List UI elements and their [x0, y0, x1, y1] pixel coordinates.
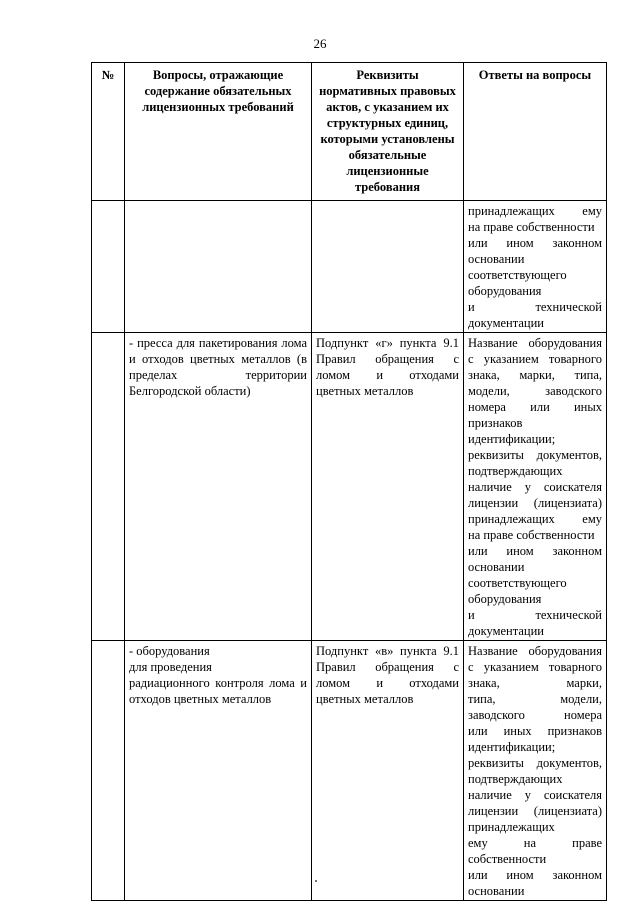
answer-line: на праве собственности [468, 220, 595, 234]
answer-line: ему на праве [468, 836, 602, 850]
row-number-cell [92, 641, 125, 901]
answer-line: оборудования [468, 284, 542, 298]
question-cell [125, 201, 312, 333]
table-row [92, 333, 607, 641]
table-row [92, 201, 607, 333]
answer-line: или ином законном [468, 868, 602, 882]
answer-line: номера или иных [468, 400, 602, 414]
answer-line: принадлежащих ему [468, 204, 602, 218]
answer-line: подтверждающих [468, 464, 563, 478]
answer-line: принадлежащих ему [468, 512, 602, 526]
answer-line: лицензии (лицензиата) [468, 804, 602, 818]
answer-line: подтверждающих [468, 772, 563, 786]
answer-line: или ином законном [468, 236, 602, 250]
answer-line: или ином законном [468, 544, 602, 558]
answer-line: основании [468, 252, 525, 266]
answer-line: идентификации; [468, 432, 556, 446]
requisite-cell [312, 201, 464, 333]
row-number-cell [92, 201, 125, 333]
answer-line: знака, марки, [468, 676, 602, 690]
answer-line: документации [468, 624, 544, 638]
requisite-cell: Подпункт «в» пункта 9.1 Правил обращения с ломом и отходами цветных металлов [312, 641, 464, 901]
answer-line: основании [468, 884, 525, 898]
requisite-cell: Подпункт «г» пункта 9.1 Правил обращения с ломом и отходами цветных металлов [312, 333, 464, 641]
answer-line: типа, модели, [468, 692, 602, 706]
answer-line: соответствующего [468, 576, 567, 590]
scan-speck [315, 880, 317, 882]
answer-line: на праве собственности [468, 528, 595, 542]
answer-line: Название оборудования [468, 644, 602, 658]
answer-line: признаков [468, 416, 523, 430]
answer-cell [464, 333, 607, 641]
answer-cell [464, 641, 607, 901]
answer-line: документации [468, 316, 544, 330]
answer-line: наличие у соискателя [468, 480, 602, 494]
answer-line: с указанием товарного [468, 660, 602, 674]
header-requisites: Реквизиты нормативных правовых актов, с указанием их структурных единиц, которыми установлены обязательные лицензионные требования [312, 63, 464, 201]
answer-line: идентификации; [468, 740, 556, 754]
answer-line: принадлежащих [468, 820, 555, 834]
answer-line: реквизиты документов, [468, 448, 602, 462]
answer-line: с указанием товарного [468, 352, 602, 366]
answer-line: основании [468, 560, 525, 574]
answer-line: реквизиты документов, [468, 756, 602, 770]
header-answers: Ответы на вопросы [464, 63, 607, 201]
answer-line: лицензии (лицензиата) [468, 496, 602, 510]
answer-line: или иных признаков [468, 724, 602, 738]
question-cell: - оборудования для проведения радиационного контроля лома и отходов цветных металлов [125, 641, 312, 901]
table-row [92, 641, 607, 901]
answer-cell [464, 201, 607, 333]
header-questions: Вопросы, отражающие содержание обязательных лицензионных требований [125, 63, 312, 201]
page-number: 26 [313, 36, 327, 51]
table-header-row [92, 63, 607, 201]
header-number: № [92, 63, 125, 201]
answer-line: и технической [468, 300, 602, 314]
answer-line: Название оборудования [468, 336, 602, 350]
answer-line: собственности [468, 852, 547, 866]
answer-line: и технической [468, 608, 602, 622]
answer-line: модели, заводского [468, 384, 602, 398]
answer-line: соответствующего [468, 268, 567, 282]
answer-line: знака, марки, типа, [468, 368, 602, 382]
row-number-cell [92, 333, 125, 641]
answer-line: наличие у соискателя [468, 788, 602, 802]
question-cell: - пресса для пакетирования лома и отходов цветных металлов (в пределах территории Белгородской области) [125, 333, 312, 641]
license-requirements-table [91, 62, 607, 901]
answer-line: оборудования [468, 592, 542, 606]
answer-line: заводского номера [468, 708, 602, 722]
